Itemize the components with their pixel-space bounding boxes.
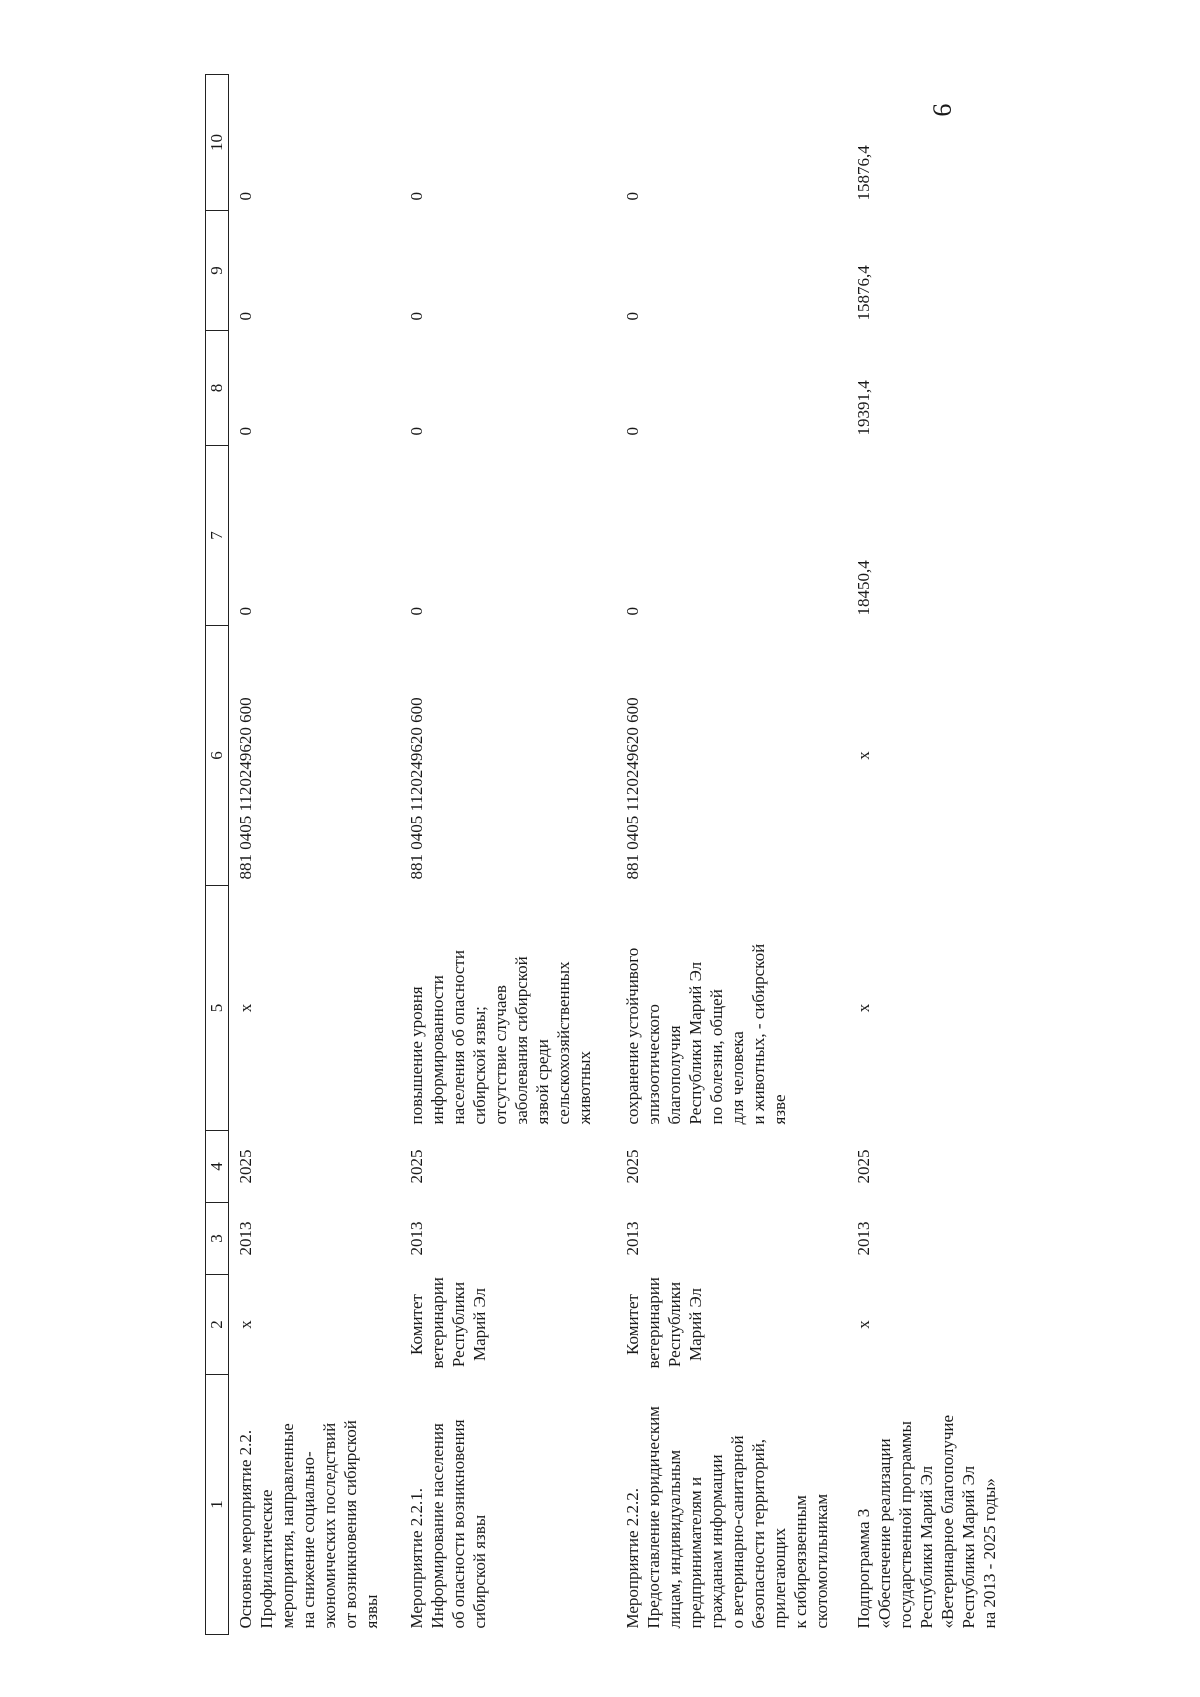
text-line: Профилактические bbox=[257, 1489, 276, 1629]
start-year-cell: 2013 bbox=[407, 1221, 426, 1256]
start-year-cell: 2013 bbox=[623, 1221, 642, 1256]
text-line: повышение уровня bbox=[407, 986, 426, 1125]
header-cell: 5 bbox=[206, 886, 229, 1131]
text-line: сохранение устойчивого bbox=[623, 947, 642, 1125]
text-line: на 2013 - 2025 годы» bbox=[980, 1478, 999, 1629]
text-line: сельскохозяйственных bbox=[554, 961, 573, 1125]
end-year-cell: 2025 bbox=[623, 1149, 642, 1184]
text-line: сибирской язвы; bbox=[470, 1006, 489, 1125]
text-line: сибирской язвы bbox=[470, 1514, 489, 1629]
header-cell: 2 bbox=[206, 1275, 229, 1375]
text-line: безопасности территорий, bbox=[749, 1438, 768, 1629]
text-line: экономических последствий bbox=[320, 1422, 339, 1629]
header-cell: 9 bbox=[206, 211, 229, 331]
start-year-cell: 2013 bbox=[854, 1221, 873, 1256]
table-row bbox=[400, 75, 616, 1635]
end-year-cell: 2025 bbox=[236, 1149, 255, 1184]
amount-cell-col9: 0 bbox=[623, 312, 642, 321]
text-line: на снижение социально- bbox=[299, 1451, 318, 1629]
table-row bbox=[229, 75, 401, 1635]
text-line: Предоставление юридическим bbox=[644, 1406, 663, 1629]
text-line: заболевания сибирской bbox=[512, 956, 531, 1125]
budget-code-cell: 881 0405 1120249620 600 bbox=[623, 697, 642, 880]
text-line: Информирование населения bbox=[428, 1423, 447, 1629]
amount-cell-col8: 0 bbox=[623, 427, 642, 436]
text-line: Марий Эл bbox=[470, 1287, 489, 1362]
end-year-cell: 2025 bbox=[854, 1149, 873, 1184]
text-line: Республики bbox=[449, 1281, 468, 1368]
header-cell: 8 bbox=[206, 331, 229, 446]
text-line: благополучия bbox=[665, 1025, 684, 1125]
text-line: Республики Марий Эл bbox=[959, 1465, 978, 1629]
text-line: к сибиреязвенным bbox=[791, 1495, 810, 1629]
amount-cell-col10: 0 bbox=[407, 192, 426, 201]
budget-code-cell: 881 0405 1120249620 600 bbox=[236, 697, 255, 880]
text-line: х bbox=[236, 1003, 255, 1013]
result-cell bbox=[229, 886, 401, 1131]
page-number: 9 bbox=[927, 103, 957, 117]
text-line: Основное мероприятие 2.2. bbox=[236, 1429, 255, 1629]
text-line: х bbox=[854, 1003, 873, 1013]
text-line: лицам, индивидуальным bbox=[665, 1449, 684, 1629]
budget-code-cell: х bbox=[854, 751, 873, 760]
measure-name-cell bbox=[847, 1375, 1033, 1635]
text-line: населения об опасности bbox=[449, 950, 468, 1125]
text-line: предпринимателям и bbox=[686, 1476, 705, 1629]
amount-cell-col7: 0 bbox=[236, 607, 255, 616]
header-cell: 3 bbox=[206, 1203, 229, 1275]
header-cell: 10 bbox=[206, 75, 229, 211]
text-line: «Обеспечение реализации bbox=[875, 1438, 894, 1629]
amount-cell-col9: 0 bbox=[236, 312, 255, 321]
text-line: Республики bbox=[665, 1281, 684, 1368]
executor-cell bbox=[616, 1275, 847, 1375]
text-line: ветеринарии bbox=[644, 1277, 663, 1369]
text-line: для человека bbox=[728, 1031, 747, 1125]
text-line: ветеринарии bbox=[428, 1277, 447, 1369]
executor-cell bbox=[847, 1275, 1033, 1375]
text-line: отсутствие случаев bbox=[491, 985, 510, 1125]
text-line: прилегающих bbox=[770, 1527, 789, 1629]
amount-cell-col8: 0 bbox=[236, 427, 255, 436]
amount-cell-col7: 18450,4 bbox=[854, 560, 873, 616]
result-cell bbox=[847, 886, 1033, 1131]
result-cell bbox=[400, 886, 616, 1131]
text-line: «Ветеринарное благополучие bbox=[938, 1414, 957, 1629]
amount-cell-col9: 0 bbox=[407, 312, 426, 321]
text-line: животных bbox=[575, 1051, 594, 1125]
text-line: х bbox=[854, 1320, 873, 1329]
header-cell: 4 bbox=[206, 1131, 229, 1203]
budget-code-cell: 881 0405 1120249620 600 bbox=[407, 697, 426, 880]
amount-cell-col10: 0 bbox=[236, 192, 255, 201]
text-line: Марий Эл bbox=[686, 1287, 705, 1362]
text-line: Республики Марий Эл bbox=[917, 1465, 936, 1629]
text-line: Комитет bbox=[623, 1294, 642, 1355]
rotated-page-content bbox=[205, 75, 999, 1635]
text-line: мероприятия, направленные bbox=[278, 1423, 297, 1629]
amount-cell-col10: 0 bbox=[623, 192, 642, 201]
text-line: язвы bbox=[362, 1594, 381, 1629]
result-cell bbox=[616, 886, 847, 1131]
text-line: язве bbox=[770, 1094, 789, 1125]
measure-name-cell bbox=[400, 1375, 616, 1635]
header-row bbox=[206, 75, 229, 1635]
text-line: по болезни, общей bbox=[707, 989, 726, 1125]
text-line: и животных, - сибирской bbox=[749, 943, 768, 1125]
text-line: х bbox=[236, 1320, 255, 1329]
table-row bbox=[616, 75, 847, 1635]
program-table bbox=[205, 74, 1033, 1635]
text-line: Мероприятие 2.2.2. bbox=[623, 1487, 642, 1629]
start-year-cell: 2013 bbox=[236, 1221, 255, 1256]
header-cell: 6 bbox=[206, 626, 229, 886]
text-line: Подпрограмма 3 bbox=[854, 1508, 873, 1629]
text-line: скотомогильникам bbox=[812, 1493, 831, 1629]
amount-cell-col10: 15876,4 bbox=[854, 145, 873, 201]
text-line: язвой среди bbox=[533, 1039, 552, 1125]
amount-cell-col8: 19391,4 bbox=[854, 380, 873, 436]
text-line: об опасности возникновения bbox=[449, 1419, 468, 1629]
text-line: информированности bbox=[428, 975, 447, 1125]
header-cell: 1 bbox=[206, 1375, 229, 1635]
end-year-cell: 2025 bbox=[407, 1149, 426, 1184]
executor-cell bbox=[400, 1275, 616, 1375]
text-line: эпизоотического bbox=[644, 1004, 663, 1125]
amount-cell-col8: 0 bbox=[407, 427, 426, 436]
text-line: о ветеринарно-санитарной bbox=[728, 1435, 747, 1629]
executor-cell bbox=[229, 1275, 401, 1375]
amount-cell-col9: 15876,4 bbox=[854, 265, 873, 321]
amount-cell-col7: 0 bbox=[407, 607, 426, 616]
measure-name-cell bbox=[229, 1375, 401, 1635]
header-cell: 7 bbox=[206, 446, 229, 626]
text-line: Республики Марий Эл bbox=[686, 961, 705, 1125]
text-line: Мероприятие 2.2.1. bbox=[407, 1487, 426, 1629]
text-line: от возникновения сибирской bbox=[341, 1420, 360, 1629]
text-line: гражданам информации bbox=[707, 1454, 726, 1629]
table-row bbox=[847, 75, 1033, 1635]
amount-cell-col7: 0 bbox=[623, 607, 642, 616]
measure-name-cell bbox=[616, 1375, 847, 1635]
text-line: государственной программы bbox=[896, 1421, 915, 1629]
text-line: Комитет bbox=[407, 1294, 426, 1355]
